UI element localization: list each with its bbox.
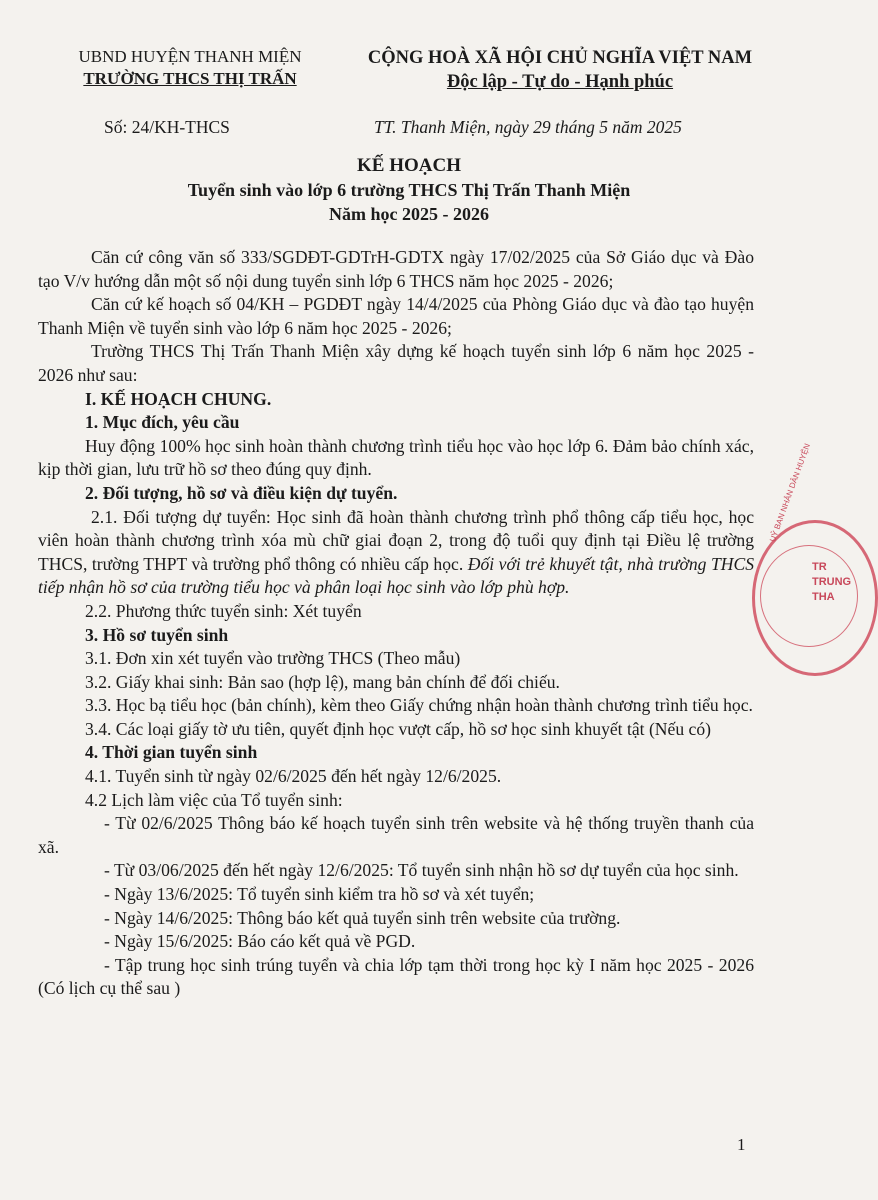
paragraph-eligibility <box>38 506 754 600</box>
paragraph-admission-method: 2.2. Phương thức tuyển sinh: Xét tuyển <box>85 600 362 621</box>
place-date: TT. Thanh Miện, ngày 29 tháng 5 năm 2025 <box>374 117 682 137</box>
eligibility-text: 2.1. Đối tượng dự tuyển: Học sinh đã hoàn thành chương trình phổ thông cấp tiểu học, học viên hoàn thành chương trình xóa mù chữ giai đoạn 2, trong độ tuổi quy định tại Điều lệ trường THCS, trường THPT và trường phổ thông có nhiều cấp học. <box>38 506 754 574</box>
seal-line-2: TRUNG <box>812 576 852 588</box>
paragraph-purpose: Huy động 100% học sinh hoàn thành chương trình tiểu học vào học lớp 6. Đảm bảo chính xác, kịp thời gian, lưu trữ hồ sơ theo đúng quy định. <box>38 435 754 480</box>
heading-dossier: 3. Hồ sơ tuyển sinh <box>85 624 229 645</box>
section-heading-I: I. KẾ HOẠCH CHUNG. <box>85 388 272 409</box>
document-body <box>38 246 754 1001</box>
schedule-item-3: - Ngày 13/6/2025: Tổ tuyển sinh kiểm tra hồ sơ và xét tuyển; <box>104 884 535 905</box>
seal-ring-text: UỶ BAN NHÂN DÂN HUYỆN <box>768 442 813 544</box>
seal-line-1: TR <box>812 561 827 573</box>
national-motto: Độc lập - Tự do - Hạnh phúc <box>446 72 674 92</box>
schedule-item-6: - Tập trung học sinh trúng tuyển và chia lớp tạm thời trong học kỳ I năm học 2025 - 2026 (Có lịch cụ thể sau ) <box>38 954 754 999</box>
dossier-item-4: 3.4. Các loại giấy tờ ưu tiên, quyết định học vượt cấp, hồ sơ học sinh khuyết tật (Nếu có) <box>85 718 711 739</box>
nation-name: CỘNG HOÀ XÃ HỘI CHỦ NGHĨA VIỆT NAM <box>367 48 753 68</box>
document-title: KẾ HOẠCH <box>357 155 461 176</box>
document-subtitle: Tuyển sinh vào lớp 6 trường THCS Thị Trấn Thanh Miện <box>187 180 631 200</box>
authority-name: UBND HUYỆN THANH MIỆN <box>78 47 302 66</box>
schedule-item-1: - Từ 02/6/2025 Thông báo kế hoạch tuyển sinh trên website và hệ thống truyền thanh của xã. <box>38 813 754 857</box>
seal-line-3: THA <box>812 591 835 603</box>
school-year: Năm học 2025 - 2026 <box>329 204 489 224</box>
timeline-item-2: 4.2 Lịch làm việc của Tổ tuyển sinh: <box>85 789 343 810</box>
document-number: Số: 24/KH-THCS <box>104 117 230 137</box>
paragraph-legal-basis-1: Căn cứ công văn số 333/SGDĐT-GDTrH-GDTX ngày 17/02/2025 của Sở Giáo dục và Đào tạo V/v hướng dẫn một số nội dung tuyển sinh lớp 6 THCS năm học 2025 - 2026; <box>38 247 754 291</box>
eligibility-disability-note: Đối với trẻ khuyết tật, nhà trường THCS tiếp nhận hồ sơ của trường tiểu học và phân loại học sinh vào lớp phù hợp. <box>38 553 755 598</box>
dossier-item-2: 3.2. Giấy khai sinh: Bản sao (hợp lệ), mang bản chính để đối chiếu. <box>85 671 560 692</box>
heading-timeline: 4. Thời gian tuyển sinh <box>85 742 258 763</box>
schedule-item-4: - Ngày 14/6/2025: Thông báo kết quả tuyển sinh trên website của trường. <box>104 907 621 928</box>
national-heading <box>320 46 800 94</box>
schedule-item-5: - Ngày 15/6/2025: Báo cáo kết quả về PGD. <box>104 931 416 952</box>
schedule-item-2: - Từ 03/06/2025 đến hết ngày 12/6/2025: Tổ tuyển sinh nhận hồ sơ dự tuyển của học sinh. <box>104 860 739 881</box>
heading-purpose: 1. Mục đích, yêu cầu <box>85 412 240 433</box>
heading-eligibility: 2. Đối tượng, hồ sơ và điều kiện dự tuyển. <box>85 482 398 503</box>
timeline-item-1: 4.1. Tuyển sinh từ ngày 02/6/2025 đến hết ngày 12/6/2025. <box>85 766 502 787</box>
issuer-block <box>40 46 340 90</box>
dossier-item-1: 3.1. Đơn xin xét tuyển vào trường THCS (Theo mẫu) <box>85 648 461 669</box>
paragraph-intro: Trường THCS Thị Trấn Thanh Miện xây dựng kế hoạch tuyển sinh lớp 6 năm học 2025 - 2026 như sau: <box>38 341 754 385</box>
seal-center-text <box>812 560 851 605</box>
school-name: TRƯỜNG THCS THỊ TRẤN <box>83 69 297 88</box>
page-number: 1 <box>737 1135 746 1154</box>
dossier-item-3: 3.3. Học bạ tiểu học (bản chính), kèm theo Giấy chứng nhận hoàn thành chương trình tiểu học. <box>85 695 753 716</box>
paragraph-legal-basis-2: Căn cứ kế hoạch số 04/KH – PGDĐT ngày 14/4/2025 của Phòng Giáo dục và đào tạo huyện Thanh Miện về tuyển sinh vào lớp 6 năm học 2025 - 2026; <box>38 294 754 338</box>
